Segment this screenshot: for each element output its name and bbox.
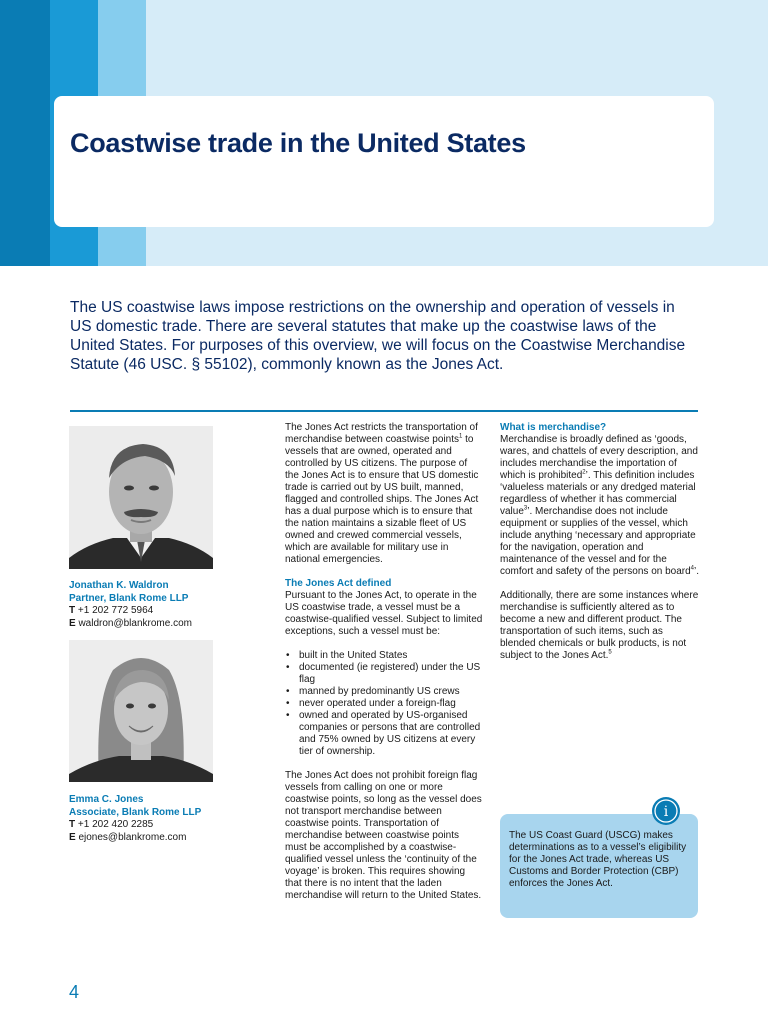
list-item: • owned and operated by US-organised companies or persons that are controlled and 75% owned by US citizens at every tier of ownership. <box>285 710 483 758</box>
footnote-ref: 3 <box>523 505 528 512</box>
contact-phone: +1 202 420 2285 <box>77 819 154 830</box>
contact-email-row <box>69 618 192 631</box>
contact-name: Emma C. Jones <box>69 794 144 805</box>
contact-card-jones <box>69 794 201 844</box>
footnote-ref: 1 <box>458 433 463 440</box>
phone-label: T <box>69 819 76 830</box>
contact-role: Partner, Blank Rome LLP <box>69 592 189 604</box>
section-divider <box>70 410 698 412</box>
requirements-list <box>285 650 483 758</box>
paragraph-foreign-flag: The Jones Act does not prohibit foreign flag vessels from calling on one or more coastwise points, so long as the vessel does not transport merchandise between coastwise points. Transportation of merchandise between coastwise points must be accomplished by a coastwise-qualified vessel unless the ‘continuity of the voyage’ is broken. This requires showing that there is no intent that the laden merchandise will return to the United States. <box>285 770 482 901</box>
paragraph-jones-act-intro <box>285 422 483 566</box>
paragraph-altered-merchandise <box>500 590 700 662</box>
article-column-middle <box>285 422 483 914</box>
contact-phone-row <box>69 819 201 832</box>
info-note-text: The US Coast Guard (USCG) makes determinations as to a vessel’s eligibility for the Jones Act trade, whereas US Customs and Border Protection (CBP) enforces the Jones Act. <box>509 830 687 889</box>
text-run: The Jones Act restricts the transportation of merchandise between coastwise points <box>285 422 478 445</box>
title-card <box>54 96 714 227</box>
phone-label: T <box>69 605 76 616</box>
list-item: • built in the United States <box>285 650 483 662</box>
text-run: Additionally, there are some instances where merchandise is sufficiently altered as to become a new and different product. The transportation of such items, such as blended chemicals or bulk products, is not subject to the Jones Act. <box>500 590 699 661</box>
heading-jones-act-defined: The Jones Act defined <box>285 578 392 589</box>
text-run: ’. Merchandise does not include equipment or supplies of the vessel, which include anything ‘necessary and appropriate for the navigation, operation and maintenance of the vessel and for the comfort and safety of the persons on board <box>500 506 696 577</box>
text-run: Merchandise is broadly defined as ‘goods, wares, and chattels of every description, and includes merchandise the importation of which is prohibited <box>500 434 698 481</box>
contact-phone-row <box>69 605 192 618</box>
contact-email[interactable]: ejones@blankrome.com <box>78 831 187 843</box>
contact-phone: +1 202 772 5964 <box>77 605 154 616</box>
author-photo-jones <box>69 640 213 782</box>
list-item: • never operated under a foreign-flag <box>285 698 483 710</box>
list-item: • manned by predominantly US crews <box>285 686 483 698</box>
contact-card-waldron <box>69 580 192 630</box>
text-run: ’. <box>694 566 700 577</box>
header-stripe-dark <box>0 0 50 266</box>
page-title: Coastwise trade in the United States <box>70 128 526 158</box>
list-item: • documented (ie registered) under the US flag <box>285 662 483 686</box>
paragraph-merchandise-definition <box>500 434 700 578</box>
heading-what-is-merchandise: What is merchandise? <box>500 422 607 433</box>
author-photo-waldron <box>69 426 213 569</box>
page-number: 4 <box>69 982 80 1002</box>
article-column-right <box>500 422 700 674</box>
info-icon-glyph: i <box>663 804 669 820</box>
text-run: ’. This definition includes ‘valueless materials or any dredged material regardless of whether it has commercial value <box>500 470 696 517</box>
contact-email-row <box>69 832 201 845</box>
intro-paragraph: The US coastwise laws impose restrictions on the ownership and operation of vessels in US domestic trade. There are several statutes that make up the coastwise laws of the United States. For purposes of this overview, we will focus on the Coastwise Merchandise Statute (46 USC. § 55102), commonly known as the Jones Act. <box>70 299 686 373</box>
paragraph-definition: Pursuant to the Jones Act, to operate in the US coastwise trade, a vessel must be a coastwise-qualified vessel. Subject to limited exceptions, such a vessel must be: <box>285 590 483 637</box>
info-icon <box>651 796 681 826</box>
email-label: E <box>69 831 76 843</box>
footnote-ref: 4 <box>690 565 695 572</box>
footnote-ref: 5 <box>608 649 612 656</box>
email-label: E <box>69 617 76 629</box>
footnote-ref: 2 <box>582 469 586 476</box>
contact-name: Jonathan K. Waldron <box>69 580 169 591</box>
contact-email[interactable]: waldron@blankrome.com <box>78 617 192 629</box>
text-run: to vessels that are owned, operated and controlled by US citizens. The purpose of the Jones Act is to ensure that US domestic trade is carried out by US built, manned, flagged and controlled ships. The Jones Act has a dual purpose which is to ensure that the nation maintains a sizable fleet of US owned and crewed commercial vessels, which are available for military use in national emergencies. <box>285 434 479 565</box>
contact-role: Associate, Blank Rome LLP <box>69 806 202 818</box>
